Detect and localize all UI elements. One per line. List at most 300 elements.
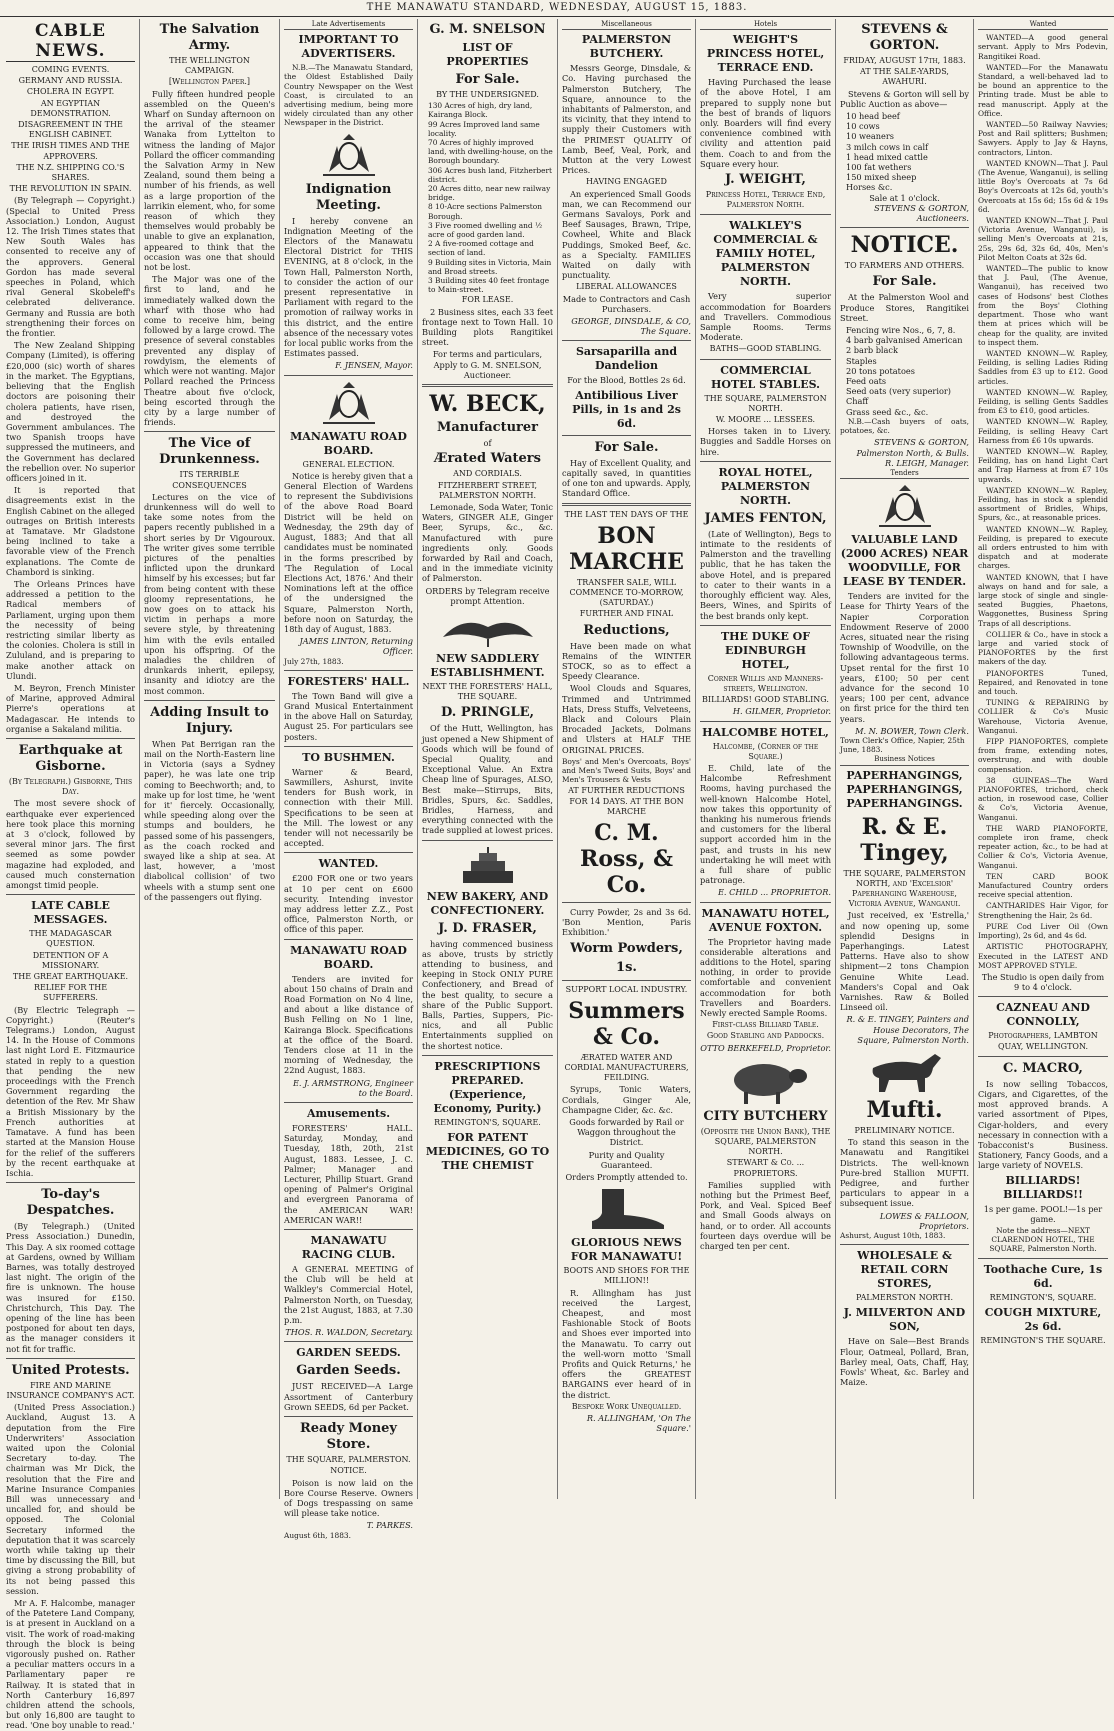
ad-text: Have on Sale—Best Brands Flour, Oatmeal, Pollard, Bran, Barley meal, Oats, Chaff, Hay, Fowls' Wheat, &c. Barley and Maize.: [840, 1336, 969, 1388]
remington-name: REMINGTON'S THE SQUARE.: [980, 1335, 1106, 1345]
corn-stores-title: WHOLESALE & RETAIL CORN STORES,: [857, 1249, 952, 1291]
list-item: 10 head beef: [846, 111, 900, 122]
wedding-cake-icon: [433, 845, 543, 887]
divider: [562, 503, 691, 506]
column-late-ads: [280, 19, 418, 1540]
ad-text: Of the Hutt, Wellington, has just opened a New Shipment of Goods which will be found of Special Quality, and Exceptional Value. An Extra Cheap line of Spurages, ALSO, Best make—Stirrups, Bits, Bridles, Spurs, &c. Saddles, Bridles, Harness, and everything connected with the trade supplied at lowest prices.: [422, 723, 553, 836]
signature: STEVENS & GORTON, Auctioneers.: [874, 202, 969, 224]
stables-address: THE SQUARE, PALMERSTON NORTH.: [704, 393, 827, 413]
tingey-address: THE SQUARE, PALMERSTON NORTH, and 'Excelsior' Paperhanging Warehouse, Victoria Avenue, Wanganui.: [843, 868, 966, 909]
bushmen-title: TO BUSHMEN.: [302, 750, 395, 764]
divider: [422, 384, 553, 387]
halcombe-sub: Halcombe, (Corner of the Square.): [712, 741, 819, 761]
garden-seeds-big: Garden Seeds.: [296, 1363, 401, 1379]
bespoke: Bespoke Work Unequalled.: [571, 1401, 682, 1411]
ad-text: £200 FOR one or two years at 10 per cent on £600 security. Intending investor may address letter Z.Z., Post office, Palmerston North, or office of this paper.: [284, 873, 413, 935]
cable-line: THE IRISH TIMES AND THE APPROVERS.: [11, 141, 130, 161]
amusements-title: Amusements.: [306, 1107, 391, 1121]
ad-text: N.B.—Cash buyers of oats, potatoes, &c.: [840, 416, 969, 436]
wanted-ad: COLLIER & Co., have in stock a large and varied stock of PIANOFORTES by the first makers of the day.: [978, 629, 1108, 667]
article-paragraph: Mr A. F. Halcombe, manager of the Patetere Land Company, is at present in Auckland on a visit. The work of road-making through the block is being vigorously pushed on. Rather a peculiar matters occurs in a Parliamentary paper re Railway. It is stated that in North Canterbury 16,897 children attend the schools, but only 16,800 are taught to read. 'One boy unable to read.': [6, 1598, 135, 1731]
halcombe-title: HALCOMBE HOTEL,: [702, 725, 829, 739]
foresters-hall-title: FORESTERS' HALL.: [287, 674, 410, 688]
prescriptions-title: PRESCRIPTIONS PREPARED. (Experience, Economy, Purity.): [433, 1059, 542, 1115]
signature: H. GILMER, Proprietor.: [732, 706, 831, 717]
ad-text: Stevens & Gorton will sell by Public Auction as above—: [840, 88, 969, 109]
late-line: DETENTION OF A MISSIONARY.: [32, 950, 109, 970]
ad-text: Made to Contractors and Cash Purchasers.: [562, 293, 691, 314]
royal-crest-icon: [319, 380, 379, 426]
ready-money-sub: THE SQUARE, PALMERSTON.: [286, 1455, 411, 1465]
wanted-ad: WANTED—For the Manawatu Standard, a well-behaved lad to be bound an apprentice to the Printing trade. Must be able to read manuscript. Apply at the Office.: [978, 62, 1108, 118]
produce-list: [840, 325, 969, 417]
wanted-ad: WANTED KNOWN—W. Rapley, Feilding, has on hand Light Cart and Trap Harness at from £7 10s upwards.: [978, 446, 1108, 484]
ad-text: An experienced Small Goods man, we can Recommend our Germans Savaloys, Pork and Beef Sausages, Brawn, Tripe, Cowheel, White and Black Puddings, Smoked Beef, &c. as a Specialty. FAMILIES Waited on daily with punctuality.: [562, 188, 691, 281]
list-item: Fencing wire Nos., 6, 7, 8.: [846, 325, 956, 336]
wanted-ad: CANTHARIDES Hair Vigor, for Strengthening the Hair, 2s 6d.: [978, 901, 1108, 920]
list-item: 20 Acres ditto, near new railway bridge.: [428, 184, 551, 203]
further-reductions: AT FURTHER REDUCTIONS FOR 14 DAYS. AT THE BON MARCHE: [568, 786, 685, 816]
divider: [284, 746, 413, 747]
cable-line: AN EGYPTIAN DEMONSTRATION.: [30, 98, 111, 118]
properties-list-title: LIST OF PROPERTIES: [446, 41, 529, 68]
ad-text: Tenders are invited for the Lease for Thirty Years of the Napier Corporation Endowment Reserve of 2000 Acres, situated near the rising Township of Woodville, on the following advantageous terms. Upset rental for the first 10 years, £100; 50 per cent advance for the second 10 years; 100 per cent, advance on first price for the third ten years.: [840, 591, 969, 724]
beck-sub: Manufacturer: [436, 420, 539, 436]
divider: [562, 980, 691, 981]
ad-text: Very superior accommodation for Boarders and Travellers. Commodious Sample Rooms. Terms Moderate.: [700, 291, 831, 343]
list-item: 10 cows: [846, 121, 880, 132]
divider: [6, 1182, 135, 1183]
road-board-title: MANAWATU ROAD BOARD.: [290, 429, 407, 457]
corn-stores-address: PALMERSTON NORTH.: [855, 1293, 953, 1303]
worm-powders-price: 1s.: [616, 959, 637, 975]
by-undersigned: BY THE UNDERSIGNED.: [436, 90, 539, 99]
last-ten-days: THE LAST TEN DAYS OF THE: [564, 509, 689, 519]
ad-text: Just received, ex 'Estrella,' and now opening up, some splendid Designs in Paperhangings. Latest Patterns. Have also to show shipment—2 tons Champion Genuine White Lead. Manders's Copal and Oak Varnishes. Raw & Boiled Linseed oil.: [840, 910, 969, 1013]
salvation-army-sub: THE WELLINGTON CAMPAIGN.: [169, 56, 250, 76]
signature: T. PARKES.: [366, 1520, 413, 1531]
list-item: 2 barb black: [846, 345, 898, 356]
edinburgh-address: Corner Willis and Manners-streets, Wellington.: [707, 673, 824, 693]
signature: THOS. R. WALDON, Secretary.: [285, 1327, 413, 1338]
fenton-name: JAMES FENTON,: [704, 510, 827, 526]
advertisers-notice-title: IMPORTANT TO ADVERTISERS.: [298, 33, 399, 61]
earthquake-title: Earthquake at Gisborne.: [18, 743, 123, 774]
signature: STEVENS & GORTON, Palmerston North, & Bulls.: [856, 437, 969, 458]
ad-text: Note the address—NEXT CLARENDON HOTEL, THE SQUARE, Palmerston North.: [989, 1225, 1097, 1254]
friday-date: FRIDAY, AUGUST 17th, 1883.: [843, 56, 966, 65]
ross-name: C. M. Ross, & Co.: [580, 819, 673, 898]
beck-cordials: AND CORDIALS.: [453, 469, 522, 479]
list-item: Horses &c.: [846, 182, 893, 193]
avenue-hotel-title: MANAWATU HOTEL, AVENUE FOXTON.: [701, 906, 830, 934]
ad-text: 1s per game. POOL!—1s per game.: [983, 1203, 1103, 1224]
divider: [700, 214, 831, 215]
cable-line: DISAGREEMENT IN THE ENGLISH CABINET.: [18, 120, 123, 140]
city-butchery-title: CITY BUTCHERY: [703, 1108, 828, 1124]
divider: [284, 1229, 413, 1230]
ad-text: Boys' and Men's Overcoats, Boys' and Men's Tweed Suits, Boys' and Men's Trousers & Vests: [562, 756, 691, 785]
for-sale-heading: For Sale.: [594, 439, 659, 455]
sale-time: Sale at 1 o'clock.: [869, 192, 940, 203]
todays-despatches-title: To-day's Despatches.: [26, 1187, 115, 1219]
united-protests-sub: FIRE AND MARINE INSURANCE COMPANY'S ACT.: [6, 1380, 135, 1400]
list-item: Seed oats (very superior): [846, 386, 951, 397]
divider: [284, 939, 413, 940]
baths: BATHS—GOOD STABLING.: [709, 344, 822, 354]
property-list: [422, 101, 553, 294]
signature: M. N. BOWER, Town Clerk.: [855, 725, 969, 736]
remington-name: REMINGTON'S, SQUARE.: [989, 1292, 1097, 1302]
list-item: 20 tons potatoes: [846, 365, 915, 376]
ad-text: ORDERS by Telegram receive prompt Attention.: [425, 585, 550, 606]
divider: [284, 1102, 413, 1103]
wanted-ad: THE WARD PIANOFORTE, complete iron frame, check repeater action, &c., to be had at Collier & Co's, Victoria Avenue, Wanganui.: [978, 823, 1108, 870]
list-item: 130 Acres of high, dry land, Kairanga Block.: [428, 101, 533, 120]
article-paragraph: M. Beyron, French Minister of Marine, approved Admiral Pierre's operations at Madagascar. He intends to organise a Sakaland militia.: [6, 682, 135, 734]
ad-text: having commenced business as above, trusts by strictly attending to business, and keeping in Stock ONLY PURE Confectionery, and Bread of the best quality, to secure a share of the Public Support. Balls, Parties, Suppers, Pic-nics, and all Public Entertainments supplied on the shortest notice.: [422, 938, 553, 1051]
ad-text: The Proprietor having made considerable alterations and additions to the Hotel, sparing nothing, in order to provide comfortable and convenient accommodation for both Travellers and Boarders. Newly erected Sample Rooms.: [700, 936, 831, 1018]
ad-text: A GENERAL MEETING of the Club will be held at Walkley's Commercial Hotel, Palmerston North, on Tuesday, the 21st August, 1883, at 7.30 p.m.: [284, 1264, 413, 1326]
list-item: 306 Acres bush land, Fitzherbert district.: [428, 165, 552, 184]
list-item: Chaff: [846, 396, 869, 407]
ad-text: Poison is now laid on the Bore Course Reserve. Owners of Dogs trespassing on same will please take notice.: [284, 1477, 413, 1519]
wanted-ad: FIPP PIANOFORTES, complete from frame, extending notes, overstrung, and with double compensation.: [978, 737, 1108, 774]
ad-text: Have been made on what Remains of the WINTER STOCK, so as to effect a Speedy Clearance.: [562, 640, 691, 682]
billiards: BILLIARDS! GOOD STABLING.: [702, 695, 829, 705]
list-item: 9 Building sites in Victoria, Main and Broad streets.: [428, 257, 552, 276]
vice-sub: ITS TERRIBLE CONSEQUENCES: [172, 470, 247, 490]
article-paragraph: When Pat Berrigan ran the mail on the North-Eastern line in Victoria (says a Sydney paper), he was late one trip coming to Beechworth; and, to make up for lost time, he 'went for it' fiercely. Occasionally, while speeding along over the stumps and boulders, he passed some of his passengers, as the coach rocked and swayed like a ship at sea. At last, however, a 'most diabolical collision' of two wheels with a stump sent one of the passengers out flying.: [144, 738, 275, 902]
column-salvation-army: [140, 19, 280, 1499]
ad-text: Having Purchased the lease of the above Hotel, I am prepared to supply none but the best of brands of liquors only. Boarders will find every convenience combined with civility and attention paid them. Coach to and from the Square every hour.: [700, 77, 831, 169]
newspaper-columns: [0, 17, 1114, 1731]
sheep-icon: [716, 1056, 816, 1106]
signature: R. & E. TINGEY, Painters and House Decorators, The Square, Palmerston North.: [846, 1014, 969, 1045]
ad-text: Orders Promptly attended to.: [565, 1172, 688, 1183]
glorious-news: GLORIOUS NEWS FOR MANAWATU!: [570, 1236, 683, 1264]
divider: [700, 721, 831, 722]
remington-name: REMINGTON'S, SQUARE.: [434, 1117, 541, 1127]
article-paragraph: (By Electric Telegraph — Copyright.) (Reuter's Telegrams.) London, August 14. In the House of Commons last night Lord E. Fitzmaurice stated in reply to a question that pending the new proceedings with the French Government regarding the detention of the Rev. Mr Shaw a British Missionary by the French authorities at Tamatave. A fund has been started at the Mansion House for the relief of the sufferers by the recent earthquake at Ischia.: [6, 1004, 135, 1178]
date: Ashurst, August 10th, 1883.: [840, 1231, 946, 1241]
wanted-ad: WANTED KNOWN—That J. Paul (Victoria Avenue, Wanganui), is selling Men's Overcoats at 21s, 25s, 29s 6d, 32s 6d, 40s, Men's Pilot Melton Coats at 32s 6d.: [978, 216, 1108, 262]
divider: [422, 840, 553, 841]
column-wanted: [974, 19, 1112, 1499]
royal-crest-icon: [319, 132, 379, 178]
article-paragraph: (By Telegraph — Copyright.) (Special to United Press Association.) London, August 12. The Irish Times states that New South Wales has consented to receive any of the approvers. General Gordon has made several speeches in Poland, which rival General Skobeleff's celebrated deliverance. Germany and Russia are both strengthening their forces on the frontier.: [6, 195, 135, 339]
divider: [562, 902, 691, 903]
ready-money-title: Ready Money Store.: [299, 1421, 397, 1453]
masthead: THE MANAWATU STANDARD, WEDNESDAY, AUGUST 15, 1883.: [0, 0, 1114, 17]
royal-crest-icon: [875, 483, 935, 529]
list-item: 3 Building sites 40 feet frontage to Main-street.: [428, 276, 550, 295]
saddle-icon: [433, 609, 543, 649]
beck-name: W. BECK,: [429, 391, 546, 418]
column-cable-news: [2, 19, 140, 1731]
signature: LOWES & FALLOON, Proprietors.: [879, 1210, 969, 1231]
for-sale-heading: For Sale.: [455, 72, 520, 87]
date: Town Clerk's Office, Napier, 25th June, 1883.: [840, 735, 965, 755]
wanted-ad: WANTED KNOWN—W. Rapley, Feilding, is selling Gents Saddles from £3 to £10, good articles.: [978, 387, 1108, 416]
article-paragraph: Lectures on the vice of drunkenness will do well to take some notes from the papers recently published in a short series by Dr Vigouroux. The writer gives some terrible pictures of the penalties inflicted upon the drunkard himself by his excesses; but far from being content with these gloomy representations, he now goes on to attack his victim in perhaps a more severe style, by threatening him with the evils entailed upon his offspring. Of the maladies the children of drunkards inherit, epilepsy, insanity and idiotcy are the most common.: [144, 491, 275, 696]
saddlery-title: NEW SADDLERY ESTABLISHMENT.: [430, 651, 545, 679]
fraser-name: J. D. FRASER,: [438, 920, 537, 936]
ad-text: Hay of Excellent Quality, and capitally saved, in quantities of one ton and upwards. Apply, Standard Office.: [562, 457, 691, 499]
stabling: Good Stabling and Paddocks.: [706, 1031, 825, 1041]
column-hotels: [696, 19, 836, 1499]
butchery-title: PALMERSTON BUTCHERY.: [581, 33, 672, 61]
divider: [978, 1056, 1108, 1057]
cable-line: CHOLERA IN EGYPT.: [26, 87, 115, 97]
cable-line: COMING EVENTS.: [31, 65, 110, 74]
mufti-title: Mufti.: [866, 1097, 943, 1124]
cable-line: THE REVOLUTION IN SPAIN.: [9, 184, 132, 194]
article-paragraph: (By Telegraph.) (United Press Association.) Dunedin, This Day. A six roomed cottage at Gardens, owned by William Barnes, was totally destroyed last night. The origin of the fire is unknown. The house was insured for £150. Christchurch, This Day. The opening of the line has been postponed for about ten days, as the manager considers it not fit for traffic.: [6, 1221, 135, 1354]
for-sale-heading: For Sale.: [872, 274, 937, 290]
further-final: FURTHER AND FINAL: [579, 609, 674, 619]
weights-hotel-title: WEIGHT'S PRINCESS HOTEL, TERRACE END.: [706, 33, 825, 75]
ad-text: The Town Band will give a Grand Musical Entertainment in the above Hall on Saturday, August 25. For particulars see posters.: [284, 690, 413, 742]
ad-text: Notice is hereby given that a General Election of Wardens to represent the Subdivisions of the above Road Board District will be held on Wednesday, the 29th day of August, 1883; And that all candidates must be nominated in the forms prescribed by 'The Regulation of Local Elections Act, 1876.' And their Nominations left at the office of the undersigned the Square, Palmerston North, before noon on Saturday, the 18th day of August, 1883.: [284, 470, 413, 634]
divider: [978, 1258, 1108, 1259]
walkley-title: WALKLEY'S COMMERCIAL & FAMILY HOTEL, PALMERSTON NORTH.: [713, 219, 818, 289]
divider: [700, 625, 831, 626]
divider: [284, 1341, 413, 1342]
ad-text: R. Allingham has just received the Largest, Cheapest, and most Fashionable Stock of Boots and Shoes ever imported into the Manawatu. To carry out the well-worn motto 'Small Profits and Quick Returns,' he offers the GREATEST BARGAINS ever heard of in the district.: [562, 1287, 691, 1400]
list-item: 100 fat wethers: [846, 162, 912, 173]
article-paragraph: (United Press Association.) Auckland, August 13. A deputation from the Fire Underwriters' Association waited upon the Colonial Secretary to-day. The chairman was Mr Dick, the resolution that the Fire and Marine Insurance Companies Bill was unnecessary and uncalled for, and should be opposed. The Colonial Secretary informed the deputation that it was scarcely worth while taking up their time by discussing the Bill, but giving a strong probability of its not being passed this session.: [6, 1402, 135, 1596]
article-paragraph: Fully fifteen hundred people assembled on the Queen's Wharf on Sunday afternoon on the arrival of the steamer Wanaka from Lyttelton to witness the landing of Major Pollard the officer commanding the Salvation Army in New Zealand, sound them being a number of his friends, as well as a large proportion of the larrikin element, who, for some reason of which they themselves would probably be unable to give an explanation, appeared to think that the occasion was one that should not be lost.: [144, 88, 275, 273]
ad-text: Curry Powder, 2s and 3s 6d. 'Bon Mention, Paris Exhibition.': [562, 906, 691, 938]
garden-seeds-title: GARDEN SEEDS.: [296, 1346, 401, 1360]
cough-mixture-title: COUGH MIXTURE, 2s 6d.: [984, 1305, 1102, 1333]
article-paragraph: The most severe shock of earthquake ever experienced here took place this morning at 3 o'clock, followed by several minor jars. The first seemed as some powder magazine had exploded, and caused much consternation amongst timid people.: [6, 798, 135, 891]
column-snelson: [418, 19, 558, 1499]
article-paragraph: The New Zealand Shipping Company (Limited), is offering £20,000 (sic) worth of shares in the market. The Egyptians, believing that the English doctors are poisoning their cholera patients, have risen, and destroyed the Government ambulances. The two Spanish troops have suppressed the mutineers, and the Government has declared the rebellion over. No superior officers joined in it.: [6, 340, 135, 483]
late-line: THE MADAGASCAR QUESTION.: [29, 929, 112, 949]
article-paragraph: The Major was one of the first to land, and he immediately walked down the wharf with those who had come to receive him, being followed by a large crowd. The presence of several constables prevented any display of rowdyism, the elements of which were not wanting. Major Pollard reached the Princess Theatre about five o'clock, being escorted through the city by a large number of friends.: [144, 274, 275, 428]
earthquake-dateline: (By Telegraph.) Gisborne, This Day.: [8, 777, 133, 797]
weight-address: Princess Hotel, Terrace End, Palmerston North.: [705, 190, 826, 210]
list-item: 150 mixed sheep: [846, 172, 917, 183]
wanted-ad: WANTED—The public to know that J. Paul, (The Avenue, Wanganui), has received two cases of Hodsons' best Clothes from the Boys' Clothing department. Those who want them at prices which will be cheap for the quality, are invited to inspect them.: [978, 264, 1108, 347]
patent-title: FOR PATENT MEDICINES, GO TO THE CHEMIST: [425, 1131, 550, 1173]
wanted-ad: 38 GUINEAS—The Ward PIANOFORTES, trichord, check action, in rosewood case, Collier & Co's, Victoria Avenue, Wanganui.: [978, 775, 1108, 822]
salvation-army-title: The Salvation Army.: [159, 22, 260, 53]
beck-waters: Ærated Waters: [434, 451, 541, 467]
saddlery-sub: NEXT THE FORESTERS' HALL, THE SQUARE.: [422, 681, 553, 702]
wanted-ad: TEN CARD BOOK Manufactured Country orders receive special attention.: [978, 871, 1108, 900]
pringle-name: D. PRINGLE,: [440, 705, 535, 721]
cable-line: THE N.Z. SHIPPING CO.'S SHARES.: [16, 162, 125, 183]
united-protests-title: United Protests.: [11, 1362, 130, 1378]
wanted-ad: WANTED KNOWN, that I have always on hand and for sale, a large stock of single and single-seated Buggies, Phaetons, Waggonettes, Business Spring Traps of all descriptions.: [978, 572, 1108, 628]
beck-of: of: [483, 438, 492, 449]
for-lease-heading: FOR LEASE.: [461, 295, 514, 305]
ad-text: (Late of Wellington), Begs to intimate to the residents of Palmerston and the travelling public, that he has taken the above Hotel, and is prepared to cater to their wants in a thoroughly efficient way. Ales, Beers, Wines, and Spirits of the best brands only kept.: [700, 528, 831, 621]
ad-text: Is now selling Tobaccos, Cigars, and Cigarettes, of the most approved brands. A varied assortment of Pipes, Cigar-holders, and every necessary in connection with a Tobacconist's Business. Stationery, Fancy Goods, and a large variety of NOVELS.: [978, 1078, 1108, 1171]
ad-text: The Studio is open daily from 9 to 4 o'clock.: [981, 971, 1105, 993]
wanted-ad: WANTED KNOWN—W. Rapley, Feilding, is selling Ladies Riding Saddles from £3 up to £12. Good articles.: [978, 348, 1108, 386]
wanted-ad: WANTED KNOWN—W. Rapley, Feilding, has in stock a splendid assortment of Bridles, Whips, Spurs, &c., at reasonable prices.: [978, 485, 1108, 523]
column-misc: [558, 19, 696, 1499]
signature: R. LEIGH, Manager.: [884, 457, 969, 468]
vice-title: The Vice of Drunkenness.: [159, 436, 260, 468]
ad-text: Lemonade, Soda Water, Tonic Waters, GINGER ALE, Ginger Beer, Syrups, &c., &c. Manufactured with pure ingredients only. Goods forwarded by Rail and Coach, and in the immediate vicinity of Palmerston.: [422, 501, 553, 584]
advertisers-notice-text: N.B.—The Manawatu Standard, the Oldest Established Daily Country Newspaper on the West Coast, is circulated to an advertising medium, being more widely circulated than any other Newspaper in the District.: [284, 63, 413, 128]
divider: [840, 1244, 969, 1245]
ad-text: FORESTERS' HALL. Saturday, Monday, and Tuesday, 18th, 20th, 21st August, 1883. Lessee, J. C. Palmer; Manager and Lecturer, Phillip Stuart. Grand opening of Palmer's Original and evergreen Panorama of the AMERICAN WAR! AMERICAN WAR!!: [284, 1123, 413, 1225]
horse-icon: [855, 1048, 955, 1094]
stock-list: [840, 111, 969, 193]
racing-club-title: MANAWATU RACING CLUB.: [301, 1234, 396, 1262]
divider: [144, 700, 275, 701]
divider: [422, 1055, 553, 1056]
wanted-ad: WANTED—A good general servant. Apply to Mrs Podevin, Rangitikei Road.: [978, 33, 1108, 61]
reductions-title: Reductions,: [583, 622, 670, 638]
indignation-meeting-title: Indignation Meeting.: [305, 181, 392, 213]
cazneau-title: CAZNEAU AND CONNOLLY,: [996, 1001, 1090, 1029]
ad-text: JUST RECEIVED—A Large Assortment of Canterbury Grown SEEDS, 6d per Packet.: [284, 1381, 413, 1412]
ad-text: I hereby convene an Indignation Meeting of the Electors of the Manawatu Electoral District for THIS EVENING, at 8 o'clock, in the Town Hall, Palmerston North, to consider the action of our present representative in Parliament with regard to the promotion of railway works in this district, and the entire absence of the necessary votes for local public works from the Estimates passed.: [284, 215, 413, 359]
sarsaparilla-title: Sarsaparilla and Dandelion: [575, 345, 678, 373]
wanted-ad: WANTED KNOWN—W. Rapley, Feilding, is selling Heavy Cart Harness from £6 10s upwards.: [978, 417, 1108, 445]
ad-text: Goods forwarded by Rail or Waggon throughout the District.: [569, 1117, 684, 1148]
column-heading: Late Advertisements: [284, 19, 413, 30]
stevens-gorton-title: STEVENS & GORTON.: [861, 22, 948, 53]
ad-text: At the Palmerston Wool and Produce Stores, Rangitikei Street.: [840, 292, 969, 323]
boots-shoes: BOOTS AND SHOES FOR THE MILLION!!: [563, 1266, 690, 1286]
road-board-sub: GENERAL ELECTION.: [302, 459, 395, 469]
divider: [562, 340, 691, 341]
wanted-ad: TUNING & REPAIRING by COLLIER & Co's Music Warehouse, Victoria Avenue, Wanganui.: [978, 698, 1108, 735]
divider: [144, 431, 275, 432]
late-line: THE GREAT EARTHQUAKE.: [12, 972, 129, 982]
wanted-ad: WANTED KNOWN—W. Rapley, Feilding, is prepared to execute all orders entrusted to him with dispatch and at moderate charges.: [978, 524, 1108, 571]
wanted-ad: PIANOFORTES Tuned, Repaired, and Renovated in tone and touch.: [978, 668, 1108, 697]
ad-text: E. Child, late of the Halcombe Refreshment Rooms, having purchased the well-known Halcombe Hotel, now takes this opportunity of thanking his numerous friends and customers for the liberal support accorded him in the past, and trusts in his new undertaking he will meet with a full share of public patronage.: [700, 762, 831, 886]
signature: E. J. ARMSTRONG, Engineer to the Board.: [292, 1077, 413, 1098]
billiard-table: First-class Billiard Table.: [712, 1020, 819, 1030]
ad-text: Tenders are invited for about 150 chains of Drain and Road Formation on No 4 line, and about a like distance of Bush Felling on No 1 line, Kairanga Block. Specifications at the office of the Board. Tenders close at 11 in the morning of Wednesday, the 22nd August, 1883.: [284, 973, 413, 1076]
support-local: SUPPORT LOCAL INDUSTRY.: [565, 984, 688, 994]
list-item: 10 weaners: [846, 131, 894, 142]
sale-yards: AT THE SALE-YARDS, AWAHURI.: [860, 67, 949, 87]
list-item: 1 head mixed cattle: [846, 151, 928, 162]
divider: [6, 1358, 135, 1359]
city-butchery-sub: (Opposite the Union Bank), THE SQUARE, PALMERSTON NORTH.: [700, 1126, 831, 1157]
ad-text: Purity and Quality Guaranteed.: [588, 1149, 665, 1170]
divider: [700, 359, 831, 360]
column-stevens-gorton: [836, 19, 974, 1499]
signature: GEORGE, DINSDALE, & CO, The Square.: [571, 316, 691, 337]
divider: [284, 375, 413, 376]
date: August 6th, 1883.: [284, 1530, 351, 1540]
list-item: 99 Acres Improved land same locality.: [428, 119, 540, 138]
late-cable-title: LATE CABLE MESSAGES.: [31, 899, 110, 927]
ad-text: To stand this season in the Manawatu and Rangitikei Districts. The well-known Pure-bred Stallion MUFTI. Pedigree, and further particulars to appear in a subsequent issue.: [840, 1137, 969, 1209]
article-paragraph: It is reported that disagreements exist in the English Cabinet on the alleged outrages on British interests at Tamatave. Mr Gladstone being inclined to take a favorable view of the French explanations. The Comte de Chambord is sinking.: [6, 485, 135, 577]
bakery-title: NEW BAKERY, AND CONFECTIONERY.: [426, 889, 549, 917]
column-heading: Hotels: [700, 19, 831, 30]
summers-name: Summers & Co.: [568, 997, 685, 1050]
signature: R. ALLINGHAM, 'On The Square.': [586, 1413, 691, 1434]
ad-text: Horses taken in to Livery. Buggies and Saddle Horses on hire.: [700, 426, 831, 457]
tingey-name: R. & E. Tingey,: [860, 813, 949, 866]
preliminary-notice: PRELIMINARY NOTICE.: [854, 1126, 955, 1136]
wanted-ad: ARTISTIC PHOTOGRAPHY, Executed in the LATEST AND MOST APPROVED STYLE.: [978, 942, 1108, 970]
ad-text: Wool Clouds and Squares, Trimmed and Untrimmed Hats, Dress Stuffs, Velveteens, Black and Colours Plain Brocaded Jackets, Dolmans and Ulsters at HALF THE ORIGINAL PRICES.: [562, 683, 691, 755]
signature: OTTO BERKEFELD, Proprietor.: [700, 1042, 831, 1053]
milverton-name: J. MILVERTON AND SON,: [843, 1306, 966, 1334]
cazneau-sub: Photographers, LAMBTON QUAY, WELLINGTON.: [988, 1031, 1098, 1051]
signature: JAMES LINTON, Returning Officer.: [299, 636, 413, 657]
cable-line: GERMANY AND RUSSIA.: [18, 76, 123, 86]
list-item: 2 A five-roomed cottage and section of land.: [428, 239, 534, 258]
insult-title: Adding Insult to Injury.: [150, 704, 269, 736]
divider: [700, 902, 831, 903]
section-heading: Business Notices: [840, 754, 969, 765]
paperhangings-title: PAPERHANGINGS, PAPERHANGINGS, PAPERHANGINGS.: [846, 768, 963, 810]
divider: [6, 738, 135, 739]
list-item: Feed oats: [846, 376, 887, 387]
moore-lessee: W. MOORE ... LESSEES.: [715, 415, 816, 425]
list-item: Grass seed &c., &c.: [846, 406, 929, 417]
bon-marche-title: BON MARCHE: [569, 522, 684, 575]
list-item: 3 Five roomed dwelling and ½ acre of good garden land.: [428, 220, 543, 240]
boot-icon: [572, 1185, 682, 1233]
ad-text: For the Blood, Bottles 2s 6d.: [567, 375, 686, 386]
liberal-heading: LIBERAL ALLOWANCES: [576, 282, 677, 292]
column-heading: Miscellaneous: [562, 19, 691, 30]
article-paragraph: The Orleans Princes have addressed a petition to the Radical members of Parliament, urging upon them the necessity of being restricting similar liberty as the colonies. Cholera is still in Zululand, and is preparing to make another attack on Ulundi.: [6, 578, 135, 681]
signature: F. JENSEN, Mayor.: [335, 360, 413, 371]
summers-sub: ÆRATED WATER AND CORDIAL MANUFACTURERS, FEILDING.: [564, 1052, 689, 1083]
ad-text: Families supplied with nothing but the Primest Beef, Pork, and Veal. Spiced Beef and Small Goods always on hand, or to order. All accounts fourteen days overdue will be charged ten per cent.: [700, 1179, 831, 1252]
engaged-heading: HAVING ENGAGED: [586, 177, 667, 187]
valuable-land-title: VALUABLE LAND (2000 ACRES) NEAR WOODVILLE, FOR LEASE BY TENDER.: [840, 533, 969, 589]
wanted-ad: WANTED—50 Railway Navvies; Post and Rail splitters; Bushmen; Sawyers. Apply to Jay & Hayns, contractors, Linton.: [978, 120, 1108, 157]
dateline: [Wellington Paper.]: [168, 77, 251, 87]
date: July 27th, 1883.: [284, 656, 344, 666]
ad-text: Warner & Beard, Sawmillers, Ashurst, invite tenders for Bush work, in connection with their Mill. Specifications to be seen at the Mill. The lowest or any tender will not necessarily be accepted.: [284, 766, 413, 849]
edinburgh-title: THE DUKE OF EDINBURGH HOTEL,: [720, 629, 811, 671]
macro-name: C. MACRO,: [1003, 1060, 1083, 1076]
stewart-proprietors: STEWART & Co. ... PROPRIETORS.: [726, 1158, 805, 1178]
farmers-sub: TO FARMERS AND OTHERS.: [844, 261, 965, 271]
weight-name: J. WEIGHT,: [725, 172, 806, 188]
cable-news-title: CABLE NEWS.: [6, 21, 135, 62]
antibilious-title: Antibilious Liver Pills, in 1s and 2s 6d.: [572, 388, 681, 430]
wanted-title: WANTED.: [318, 857, 379, 871]
road-board-2-title: MANAWATU ROAD BOARD.: [290, 943, 407, 971]
divider: [284, 670, 413, 671]
royal-hotel-title: ROYAL HOTEL, PALMERSTON NORTH.: [718, 465, 813, 507]
divider: [6, 894, 135, 895]
stables-title: COMMERCIAL HOTEL STABLES.: [711, 363, 820, 391]
ready-money-notice: NOTICE.: [330, 1466, 367, 1476]
ad-text: For terms and particulars, Apply to G. M. SNELSON, Auctioneer.: [432, 349, 543, 380]
list-item: Staples: [846, 355, 877, 366]
divider: [284, 1416, 413, 1417]
column-heading: Wanted: [978, 19, 1108, 30]
section-heading: Tenders: [840, 468, 969, 479]
transfer-sale: TRANSFER SALE, WILL COMMENCE TO-MORROW, (SATURDAY.): [569, 577, 684, 608]
ad-text: 2 Business sites, each 33 feet frontage next to Town Hall. 10 Building plots Rangitikei street.: [422, 306, 553, 348]
divider: [700, 461, 831, 462]
beck-address: FITZHERBERT STREET, PALMERSTON NORTH.: [437, 480, 538, 500]
